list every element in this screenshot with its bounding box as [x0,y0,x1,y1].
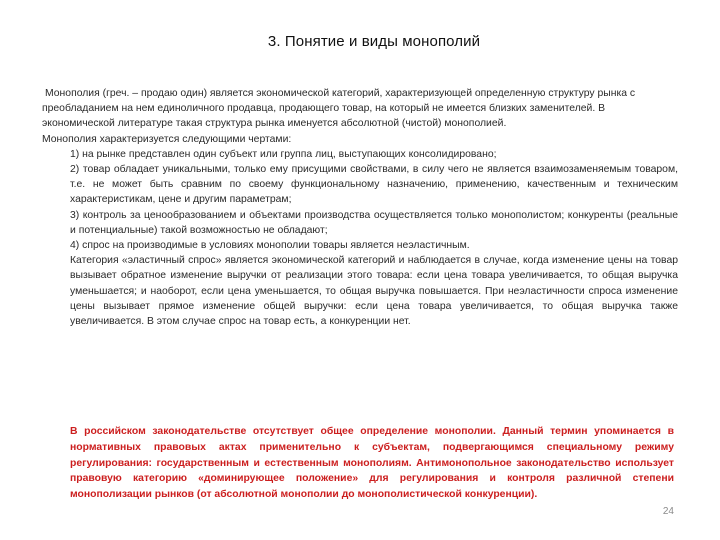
page-number: 24 [662,506,674,517]
legal-note: В российском законодательстве отсутствует общее определение монополии. Данный термин упоминается в нормативных правовых актах применительно к субъектам, подвергающимся специальному режиму регулирования: государственным и естественным монополиям. Антимонопольное законодательство использует правовую категорию «доминирующее положение» для регулирования и контроля различной степени монополизации рынков (от абсолютной монополии до монополистической конкуренции). [70,426,674,501]
feature-item-3: 3) контроль за ценообразованием и объектами производства осуществляется только монополистом; конкуренты (реальные и потенциальные) такой возможностью не обладают; [70,209,678,236]
features-lead: Монополия характеризуется следующими чертами: [42,133,292,145]
slide-title: 3. Понятие и виды монополий [267,33,481,50]
main-text-block [42,86,678,329]
feature-item-1: 1) на рынке представлен один субъект или группа лиц, выступающих консолидировано; [70,148,497,160]
feature-item-2: 2) товар обладает уникальными, только ему присущими свойствами, в силу чего не является взаимозаменяемым товаром, т.е. не может быть сравним по своему функциональному назначению, применению, качественным и техническим характеристикам, цене и другим параметрам; [70,164,678,206]
elasticity-paragraph: Категория «эластичный спрос» является экономической категорий и наблюдается в случае, когда изменение цены на товар вызывает обратное изменение выручки от реализации этого товара: если цена товара увеличивается, то общая выручка уменьшается; и наоборот, если цена уменьшается, то общая выручка повышается. При неэластичности спроса изменение цены вызывает прямое изменение общей выручки: если цена товара увеличивается, то общая выручка также увеличивается. В этом случае спрос на товар есть, а конкуренции нет. [70,255,678,328]
features-list [70,147,678,329]
feature-item-4: 4) спрос на производимые в условиях монополии товары является неэластичным. [70,240,470,252]
intro-paragraph: Монополия (греч. – продаю один) является экономической категорий, характеризующей определенную структуру рынка с преобладанием на нем единоличного продавца, продающего товар, на который не имеется близких заменителей. В экономической литературе такая структура рынка именуется абсолютной (чистой) монополией. [42,88,636,130]
